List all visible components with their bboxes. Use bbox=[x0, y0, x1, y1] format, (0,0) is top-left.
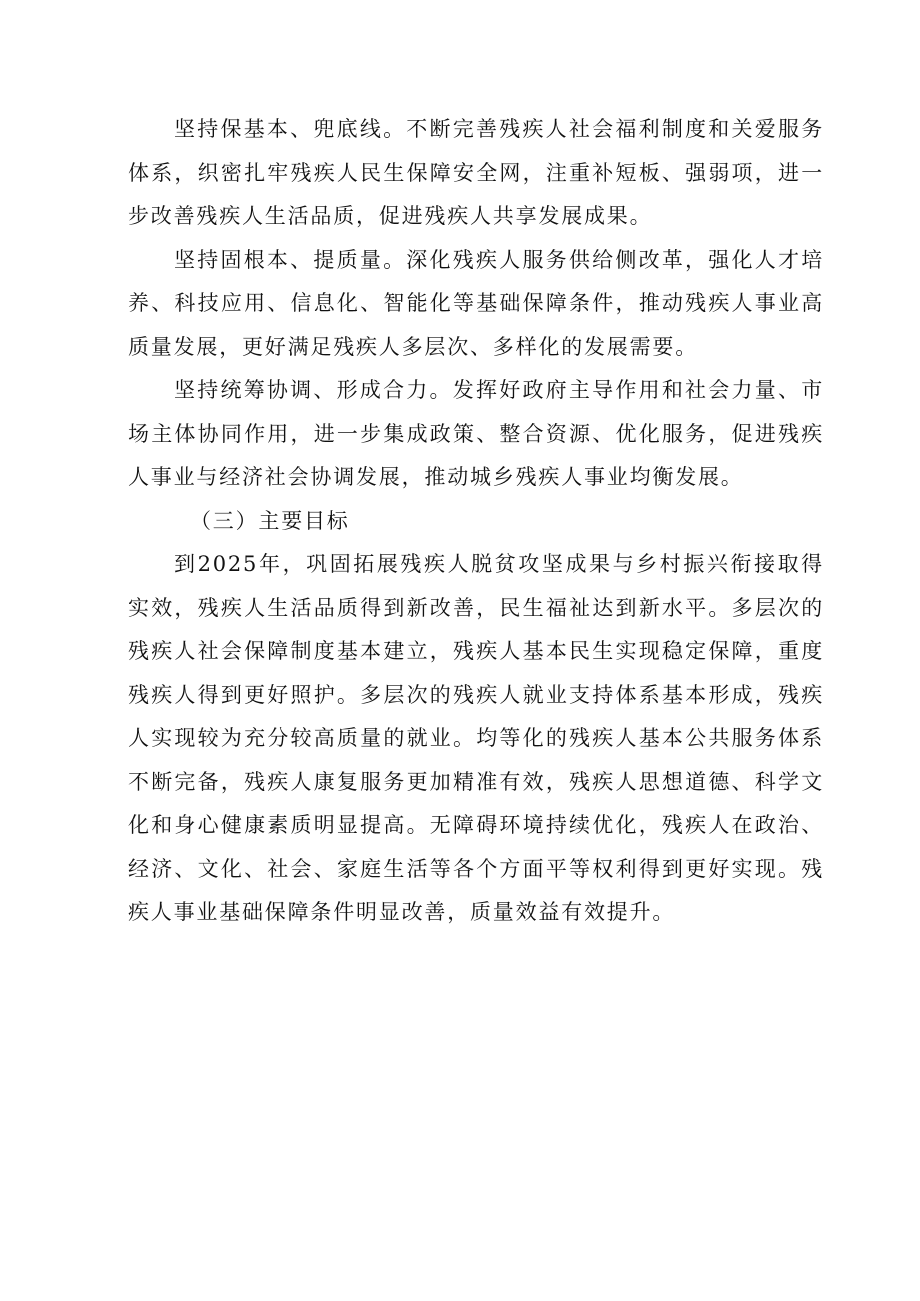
document-body bbox=[128, 108, 824, 935]
principle-paragraph-quality: 坚持固根本、提质量。深化残疾人服务供给侧改革，强化人才培养、科技应用、信息化、智能化等基础保障条件，推动残疾人事业高质量发展，更好满足残疾人多层次、多样化的发展需要。 bbox=[128, 247, 824, 359]
goal-paragraph: 到2025年，巩固拓展残疾人脱贫攻坚成果与乡村振兴衔接取得实效，残疾人生活品质得到新改善，民生福祉达到新水平。多层次的残疾人社会保障制度基本建立，残疾人基本民生实现稳定保障，重度残疾人得到更好照护。多层次的残疾人就业支持体系基本形成，残疾人实现较为充分较高质量的就业。均等化的残疾人基本公共服务体系不断完备，残疾人康复服务更加精准有效，残疾人思想道德、科学文化和身心健康素质明显提高。无障碍环境持续优化，残疾人在政治、经济、文化、社会、家庭生活等各个方面平等权利得到更好实现。残疾人事业基础保障条件明显改善，质量效益有效提升。 bbox=[128, 552, 824, 924]
principle-paragraph-basic-guarantee: 坚持保基本、兜底线。不断完善残疾人社会福利制度和关爱服务体系，织密扎牢残疾人民生保障安全网，注重补短板、强弱项，进一步改善残疾人生活品质，促进残疾人共享发展成果。 bbox=[128, 117, 824, 228]
section-heading-main-goals: （三）主要目标 bbox=[190, 508, 350, 533]
principle-paragraph-coordination: 坚持统筹协调、形成合力。发挥好政府主导作用和社会力量、市场主体协同作用，进一步集成政策、整合资源、优化服务，促进残疾人事业与经济社会协调发展，推动城乡残疾人事业均衡发展。 bbox=[128, 378, 824, 489]
